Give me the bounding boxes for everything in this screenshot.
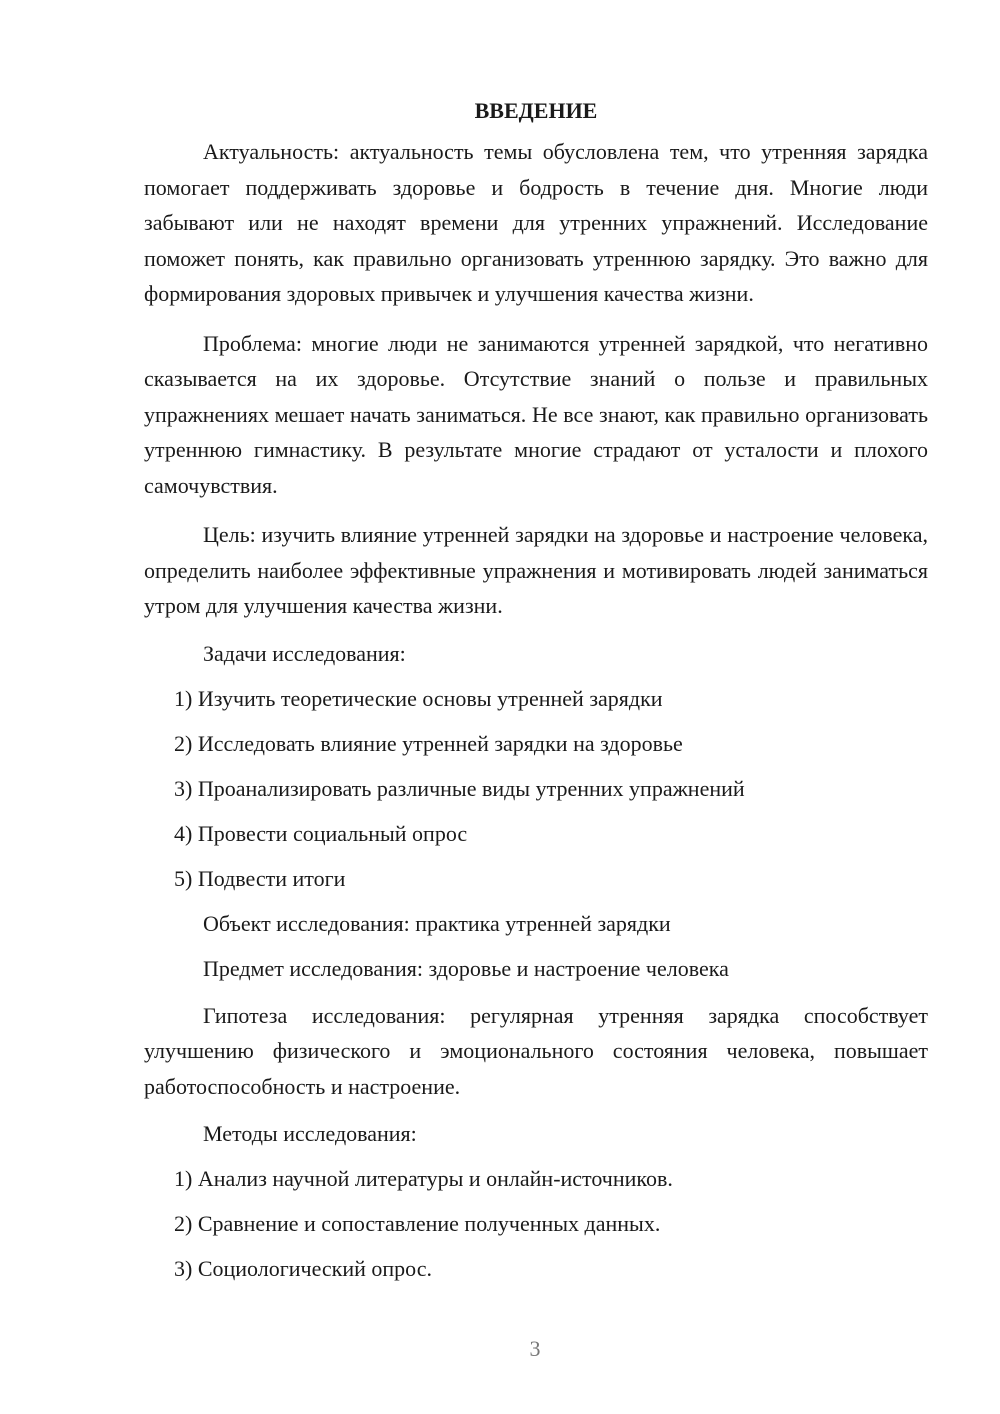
task-item: 2) Исследовать влияние утренней зарядки на здоровье <box>174 730 683 756</box>
task-item: 1) Изучить теоретические основы утренней зарядки <box>174 685 663 711</box>
document-page <box>144 96 928 1298</box>
research-subject: Предмет исследования: здоровье и настроение человека <box>203 955 729 981</box>
task-item: 4) Провести социальный опрос <box>174 820 468 846</box>
research-object: Объект исследования: практика утренней зарядки <box>203 910 671 936</box>
task-item: 3) Проанализировать различные виды утренних упражнений <box>174 775 745 801</box>
methods-list <box>144 1163 928 1284</box>
relevance-paragraph: Актуальность: актуальность темы обусловлена тем, что утренняя зарядка помогает поддерживать здоровье и бодрость в течение дня. Многие люди забывают или не находят времени для утренних упражнений. Исследование поможет понять, как правильно организовать утреннюю зарядку. Это важно для формирования здоровых привычек и улучшения качества жизни. <box>144 139 928 306</box>
page-number: 3 <box>529 1336 541 1361</box>
tasks-title: Задачи исследования: <box>203 640 406 666</box>
method-item: 1) Анализ научной литературы и онлайн-источников. <box>174 1166 673 1191</box>
task-item: 5) Подвести итоги <box>174 865 346 891</box>
tasks-list <box>144 683 928 894</box>
goal-paragraph: Цель: изучить влияние утренней зарядки на здоровье и настроение человека, определить наиболее эффективные упражнения и мотивировать людей заниматься утром для улучшения качества жизни. <box>144 522 928 618</box>
page-heading: ВВЕДЕНИЕ <box>474 98 598 123</box>
methods-title: Методы исследования: <box>203 1121 417 1146</box>
hypothesis-paragraph: Гипотеза исследования: регулярная утренняя зарядка способствует улучшению физического и эмоционального состояния человека, повышает работоспособность и настроение. <box>144 1002 928 1099</box>
method-item: 2) Сравнение и сопоставление полученных данных. <box>174 1211 661 1236</box>
problem-paragraph: Проблема: многие люди не занимаются утренней зарядкой, что негативно сказывается на их здоровье. Отсутствие знаний о пользе и правильных упражнениях мешает начать заниматься. Не все знают, как правильно организовать утреннюю гимнастику. В результате многие страдают от усталости и плохого самочувствия. <box>144 330 928 498</box>
method-item: 3) Социологический опрос. <box>174 1256 432 1281</box>
